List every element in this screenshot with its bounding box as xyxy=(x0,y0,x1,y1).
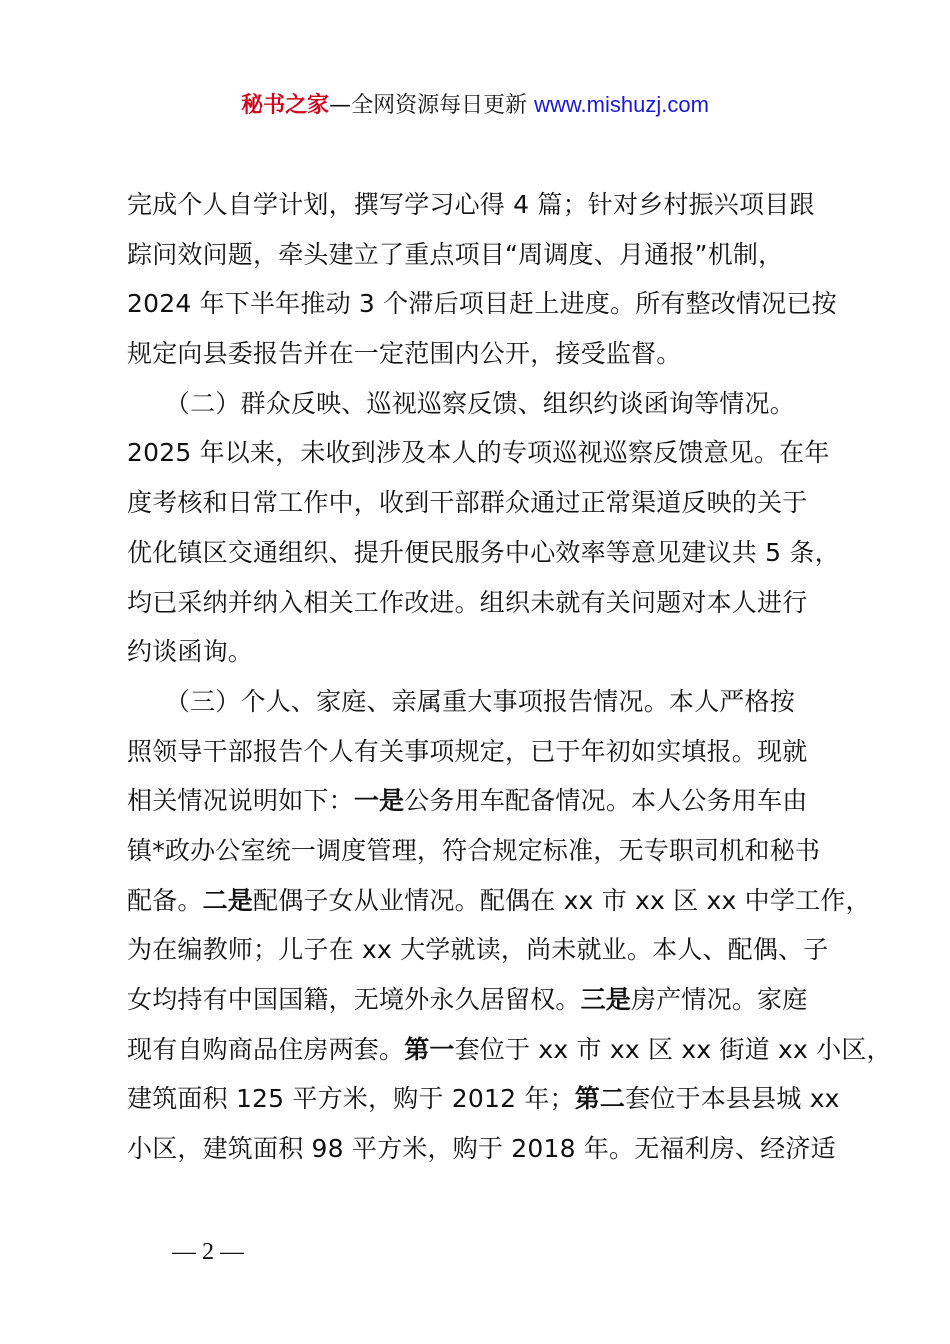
line-text: 小区，建筑面积 98 平方米，购于 2018 年。无福利房、经济适 xyxy=(127,1134,836,1164)
line-text: 女均持有中国国籍，无境外永久居留权。 xyxy=(127,985,581,1014)
line-text: 规定向县委报告并在一定范围内公开，接受监督。 xyxy=(127,339,682,369)
line-text: 优化镇区交通组织、提升便民服务中心效率等意见建议共 5 条， xyxy=(127,537,840,567)
text-line xyxy=(127,627,857,677)
line-text: 镇*政办公室统一调度管理，符合规定标准，无专职司机和秘书 xyxy=(127,835,821,865)
document-body xyxy=(127,180,892,1174)
header-slogan: —全网资源每日更新 xyxy=(329,93,535,118)
line-text: 相关情况说明如下： xyxy=(127,786,354,816)
line-text: 建筑面积 125 平方米，购于 2012 年； xyxy=(127,1084,575,1114)
bold-marker: 第一 xyxy=(404,1034,455,1064)
site-url-link[interactable]: www.mishuzj.com xyxy=(534,92,709,117)
site-header xyxy=(0,88,950,123)
text-line xyxy=(127,528,857,578)
line-text: 现有自购商品住房两套。 xyxy=(127,1034,405,1064)
line-text: 踪问效问题，牵头建立了重点项目“周调度、月通报”机制， xyxy=(127,239,784,269)
text-line xyxy=(127,329,857,379)
line-text: 配备。 xyxy=(127,885,203,915)
line-text: 房产情况。家庭 xyxy=(631,985,808,1014)
line-text: 约谈函询。 xyxy=(127,637,254,667)
line-text: 度考核和日常工作中，收到干部群众通过正常渠道反映的关于 xyxy=(127,488,808,518)
text-line xyxy=(127,925,857,975)
line-text: 公务用车配备情况。本人公务用车由 xyxy=(404,786,808,816)
text-line xyxy=(127,727,857,777)
text-line xyxy=(127,1074,857,1124)
page-number: — 2 — xyxy=(172,1239,244,1265)
section-heading-line xyxy=(127,677,857,727)
text-line xyxy=(127,975,857,1025)
line-text: 配偶子女从业情况。配偶在 xx 市 xx 区 xx 中学工作， xyxy=(253,885,871,915)
bold-marker: 二是 xyxy=(202,885,254,915)
line-text: 2025 年以来，未收到涉及本人的专项巡视巡察反馈意见。在年 xyxy=(127,438,830,468)
line-text: 套位于 xx 市 xx 区 xx 街道 xx 小区， xyxy=(454,1034,892,1064)
text-line xyxy=(127,776,857,826)
text-line xyxy=(127,428,857,478)
text-line xyxy=(127,1025,892,1075)
bold-marker: 一是 xyxy=(353,786,405,816)
line-text: 均已采纳并纳入相关工作改进。组织未就有关问题对本人进行 xyxy=(127,587,808,617)
bold-marker: 三是 xyxy=(580,985,632,1014)
text-line xyxy=(127,180,857,230)
text-line xyxy=(127,876,871,926)
line-text: 完成个人自学计划，撰写学习心得 4 篇；针对乡村振兴项目跟 xyxy=(127,190,815,219)
line-text: 2024 年下半年推动 3 个滞后项目赶上进度。所有整改情况已按 xyxy=(127,289,837,319)
text-line xyxy=(127,826,857,876)
text-line xyxy=(127,1124,857,1174)
text-line xyxy=(127,578,857,628)
bold-marker: 第二 xyxy=(574,1084,626,1114)
text-line xyxy=(127,478,857,528)
text-line xyxy=(127,279,857,329)
line-text: （三）个人、家庭、亲属重大事项报告情况。本人严格按 xyxy=(127,686,795,716)
text-line xyxy=(127,230,857,280)
brand-name: 秘书之家 xyxy=(241,93,330,118)
line-text: （二）群众反映、巡视巡察反馈、组织约谈函询等情况。 xyxy=(127,388,795,418)
line-text: 为在编教师；儿子在 xx 大学就读，尚未就业。本人、配偶、子 xyxy=(127,935,829,965)
line-text: 照领导干部报告个人有关事项规定，已于年初如实填报。现就 xyxy=(127,736,808,766)
section-heading-line xyxy=(127,379,857,429)
line-text: 套位于本县县城 xx xyxy=(625,1084,840,1114)
